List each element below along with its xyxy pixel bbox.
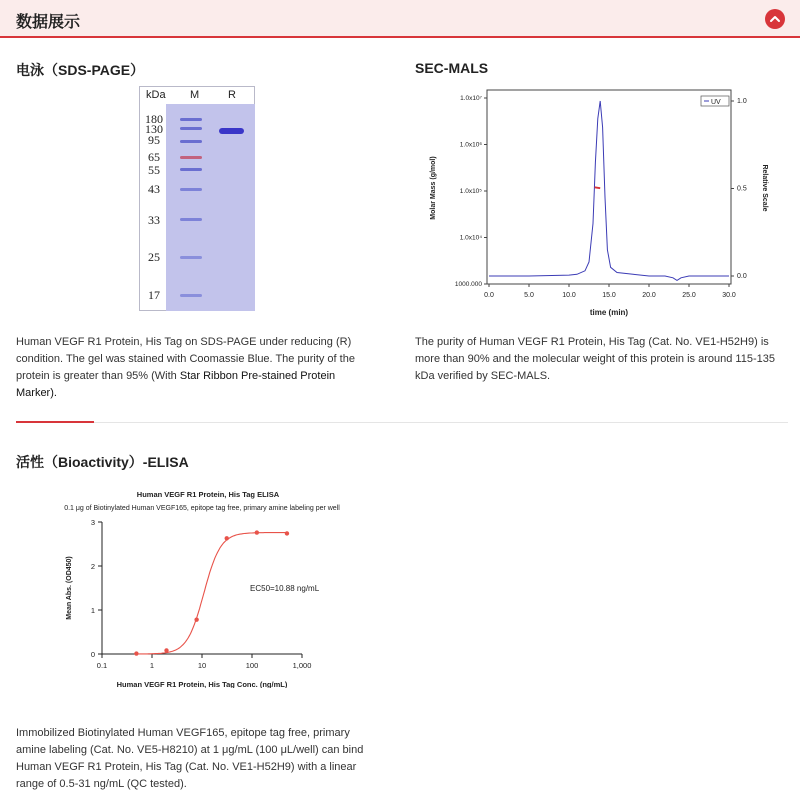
mw-55: 55 [148, 163, 160, 177]
sds-page-title: 电泳（SDS-PAGE） [16, 62, 145, 78]
x-axis-label: time (min) [589, 308, 629, 317]
y-axis-label: Molar Mass (g/mol) [430, 156, 437, 220]
collapse-button[interactable] [765, 9, 785, 29]
divider-accent [16, 421, 94, 423]
x-tick-label: 1 [149, 661, 155, 670]
marker-band [180, 168, 202, 171]
y-tick-label: 3 [90, 518, 95, 527]
x-tick-label: 0.1 [96, 661, 108, 670]
marker-band [180, 127, 202, 130]
sds-caption-line: Human VEGF R1 Protein, His Tag on SDS-PAGE under reducing (R) [16, 336, 352, 348]
chart-title: Human VEGF R1 Protein, His Tag ELISA [136, 490, 280, 499]
sds-caption-line: condition. The gel was stained with Coomassie Blue. The purity of the [16, 353, 355, 365]
y-tick-label: 2 [90, 562, 95, 571]
section-divider [16, 422, 788, 423]
y2-axis-label: Relative Scale [761, 164, 768, 212]
elisa-description [16, 725, 396, 793]
x-tick-label: 5.0 [524, 292, 534, 299]
mw-130: 130 [145, 122, 163, 136]
y-tick-label: 1.0x10⁵ [459, 188, 482, 195]
y2-tick-label: 0.0 [737, 273, 747, 280]
x-tick-label: 20.0 [642, 292, 656, 299]
mw-95: 95 [148, 133, 160, 147]
x-tick-label: 25.0 [682, 292, 696, 299]
y-tick-label: 1 [90, 606, 95, 615]
marker-band [180, 256, 202, 259]
y-tick-label: 1.0x10⁴ [459, 234, 482, 242]
mw-25: 25 [148, 250, 160, 264]
marker-band [180, 218, 202, 221]
y-tick-label: 0 [90, 650, 95, 659]
sec-caption-line: kDa verified by SEC-MALS. [415, 370, 551, 382]
x-tick-label: 10.0 [562, 292, 576, 299]
elisa-title: 活性（Bioactivity）-ELISA [16, 454, 189, 470]
sec-caption-line: The purity of Human VEGF R1 Protein, His Tag (Cat. No. VE1-H52H9) is [415, 336, 769, 348]
y-tick-label: 1.0x10⁶ [459, 141, 482, 149]
data-point [134, 651, 138, 655]
sample-band [219, 128, 244, 134]
x-tick-label: 30.0 [722, 292, 736, 299]
kda-label: kDa [146, 89, 166, 101]
mw-65: 65 [148, 150, 160, 164]
elisa-caption-line: Immobilized Biotinylated Human VEGF165, epitope tag free, primary [16, 727, 350, 739]
chevron-up-icon [765, 9, 785, 29]
data-point [164, 648, 168, 652]
data-point [285, 531, 289, 535]
marker-band [180, 188, 202, 191]
elisa-caption-line: Human VEGF R1 Protein, His Tag (Cat. No. VE1-H52H9) with a linear [16, 761, 357, 773]
chart-subtitle: 0.1 μg of Biotinylated Human VEGF165, epitope tag free, primary amine labeling per well [64, 505, 340, 512]
y-axis-label: Mean Abs. (OD450) [66, 556, 73, 620]
x-tick-label: 1,000 [292, 661, 312, 670]
sds-caption-line: protein is greater than 95% (With [16, 370, 180, 382]
marker-band [180, 140, 202, 143]
elisa-caption-line: range of 0.5-31 ng/mL (QC tested). [16, 778, 187, 790]
plot-frame [487, 90, 731, 284]
ec50-annotation: EC50=10.88 ng/mL [250, 584, 320, 593]
data-point [255, 530, 259, 534]
elisa-chart [20, 488, 360, 688]
mw-43: 43 [148, 182, 160, 196]
x-tick-label: 0.0 [484, 292, 494, 299]
sec-mals-chart [425, 84, 775, 322]
marker-band [180, 156, 202, 159]
gel-image [139, 86, 255, 311]
y2-tick-label: 0.5 [737, 185, 747, 193]
section-title: 数据展示 [16, 14, 81, 31]
data-point [194, 617, 198, 621]
x-tick-label: 100 [245, 661, 259, 670]
y-tick-label: 1.0x10⁷ [460, 95, 482, 102]
y-tick-label: 1000.000 [454, 281, 482, 288]
mw-33: 33 [148, 213, 160, 227]
x-tick-label: 10 [197, 661, 207, 670]
sds-caption-line: Marker). [16, 387, 57, 399]
section-header [0, 0, 800, 38]
y2-tick-label: 1.0 [737, 98, 747, 105]
fit-curve [135, 533, 288, 654]
mw-17: 17 [148, 288, 160, 302]
elisa-caption-line: amine labeling (Cat. No. VE5-H8210) at 1 μg/mL (100 μL/well) can bind [16, 744, 364, 756]
gel-lanes [166, 104, 255, 311]
x-axis-label: Human VEGF R1 Protein, His Tag Conc. (ng/mL) [116, 680, 288, 688]
legend-label: UV [711, 99, 721, 106]
marker-product-link[interactable]: Star Ribbon Pre-stained Protein [179, 370, 336, 382]
marker-band [180, 294, 202, 297]
sec-mals-title: SEC-MALS [415, 60, 489, 76]
mw-180: 180 [145, 112, 163, 126]
sec-caption-line: more than 90% and the molecular weight of this protein is around 115-135 [415, 353, 775, 365]
sec-description [415, 334, 790, 385]
molar-mass-trace [595, 187, 601, 188]
marker-band [180, 118, 202, 121]
uv-trace [489, 101, 729, 280]
marker-lane-label: M [190, 89, 200, 101]
sds-description [16, 334, 386, 402]
sample-lane-label: R [228, 89, 236, 101]
data-point [225, 536, 229, 540]
x-tick-label: 15.0 [602, 292, 616, 299]
